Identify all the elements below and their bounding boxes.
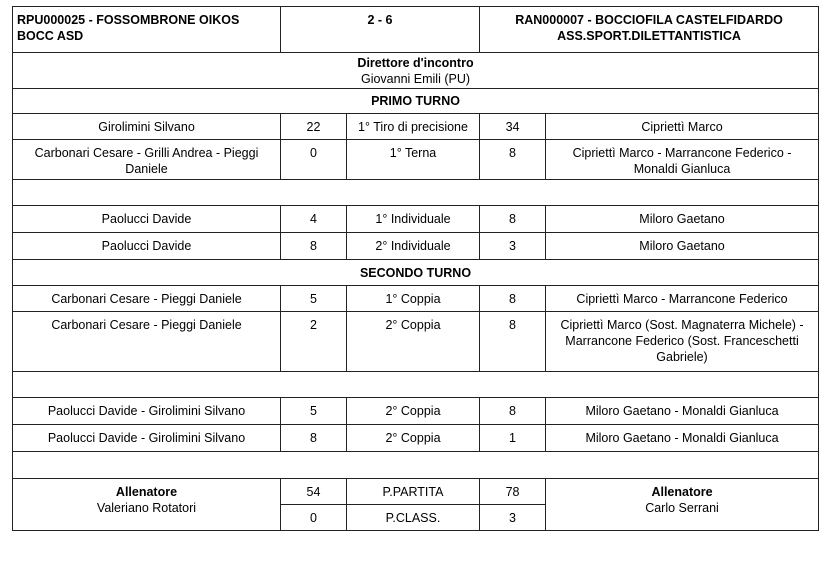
home-players: Carbonari Cesare - Pieggi Daniele: [13, 286, 281, 312]
away-score: 8: [480, 206, 546, 233]
home-players: Paolucci Davide - Girolimini Silvano: [13, 398, 281, 425]
away-players: Miloro Gaetano: [546, 233, 819, 260]
home-players: Paolucci Davide: [13, 206, 281, 233]
away-score: 8: [480, 312, 546, 372]
director-cell: [13, 53, 819, 89]
spacer-cell: [13, 180, 819, 206]
away-players: Miloro Gaetano - Monaldi Gianluca: [546, 398, 819, 425]
primo-turno-header-row: [13, 89, 819, 114]
event-name: 2° Coppia: [347, 398, 480, 425]
away-score: 8: [480, 398, 546, 425]
partita-label: P.PARTITA: [347, 479, 480, 505]
director-name: Giovanni Emili (PU): [360, 71, 471, 86]
home-players: Girolimini Silvano: [13, 114, 281, 140]
away-coach-cell: [546, 479, 819, 531]
table-row: [13, 233, 819, 260]
class-home-points: 0: [281, 505, 347, 531]
away-players: Cipriettì Marco (Sost. Magnaterra Michele) - Marrancone Federico (Sost. Franceschetti Gabriele): [546, 312, 819, 372]
event-name: 1° Tiro di precisione: [347, 114, 480, 140]
event-name: 1° Coppia: [347, 286, 480, 312]
away-score: 1: [480, 425, 546, 452]
away-coach-label: Allenatore: [651, 485, 713, 499]
home-score: 5: [281, 286, 347, 312]
match-report-table: [12, 6, 819, 531]
home-score: 0: [281, 140, 347, 180]
away-players: Miloro Gaetano: [546, 206, 819, 233]
footer-row-partita: [13, 479, 819, 505]
partita-home-points: 54: [281, 479, 347, 505]
home-score: 8: [281, 233, 347, 260]
home-players: Carbonari Cesare - Grilli Andrea - Pieggi Daniele: [13, 140, 281, 180]
home-coach-label: Allenatore: [115, 485, 178, 499]
home-score: 4: [281, 206, 347, 233]
spacer-cell: [13, 452, 819, 479]
home-players: Carbonari Cesare - Pieggi Daniele: [13, 312, 281, 372]
spacer-row: [13, 452, 819, 479]
away-score: 3: [480, 233, 546, 260]
class-away-points: 3: [480, 505, 546, 531]
table-row: [13, 140, 819, 180]
away-score: 8: [480, 140, 546, 180]
away-players: Cipriettì Marco - Marrancone Federico: [546, 286, 819, 312]
away-coach-name: Carlo Serrani: [645, 501, 719, 515]
away-players: Cipriettì Marco: [546, 114, 819, 140]
away-team-name: [480, 7, 819, 53]
primo-turno-label: PRIMO TURNO: [13, 89, 819, 114]
home-score: 22: [281, 114, 347, 140]
table-row: [13, 398, 819, 425]
away-score: 8: [480, 286, 546, 312]
secondo-turno-header-row: [13, 260, 819, 286]
table-row: [13, 312, 819, 372]
partita-away-points: 78: [480, 479, 546, 505]
away-team-name-line2: ASS.SPORT.DILETTANTISTICA: [557, 29, 741, 43]
home-score: 5: [281, 398, 347, 425]
director-label: Direttore d'incontro: [357, 55, 474, 70]
event-name: 1° Terna: [347, 140, 480, 180]
away-score: 34: [480, 114, 546, 140]
secondo-turno-label: SECONDO TURNO: [13, 260, 819, 286]
table-row: [13, 286, 819, 312]
event-name: 2° Coppia: [347, 312, 480, 372]
home-players: Paolucci Davide - Girolimini Silvano: [13, 425, 281, 452]
away-players: Cipriettì Marco - Marrancone Federico - Monaldi Gianluca: [546, 140, 819, 180]
spacer-row: [13, 372, 819, 398]
event-name: 2° Individuale: [347, 233, 480, 260]
table-row: [13, 114, 819, 140]
table-row: [13, 425, 819, 452]
match-score: 2 - 6: [281, 7, 480, 53]
event-name: 2° Coppia: [347, 425, 480, 452]
event-name: 1° Individuale: [347, 206, 480, 233]
away-team-name-line1: RAN000007 - BOCCIOFILA CASTELFIDARDO: [515, 13, 783, 27]
home-score: 8: [281, 425, 347, 452]
header-row: [13, 7, 819, 53]
away-players: Miloro Gaetano - Monaldi Gianluca: [546, 425, 819, 452]
director-row: [13, 53, 819, 89]
table-row: [13, 206, 819, 233]
spacer-cell: [13, 372, 819, 398]
class-label: P.CLASS.: [347, 505, 480, 531]
home-players: Paolucci Davide: [13, 233, 281, 260]
home-coach-cell: [13, 479, 281, 531]
home-team-name: RPU000025 - FOSSOMBRONE OIKOS BOCC ASD: [13, 7, 281, 53]
home-score: 2: [281, 312, 347, 372]
match-report-sheet: [12, 6, 818, 531]
spacer-row: [13, 180, 819, 206]
home-coach-name: Valeriano Rotatori: [96, 501, 197, 515]
